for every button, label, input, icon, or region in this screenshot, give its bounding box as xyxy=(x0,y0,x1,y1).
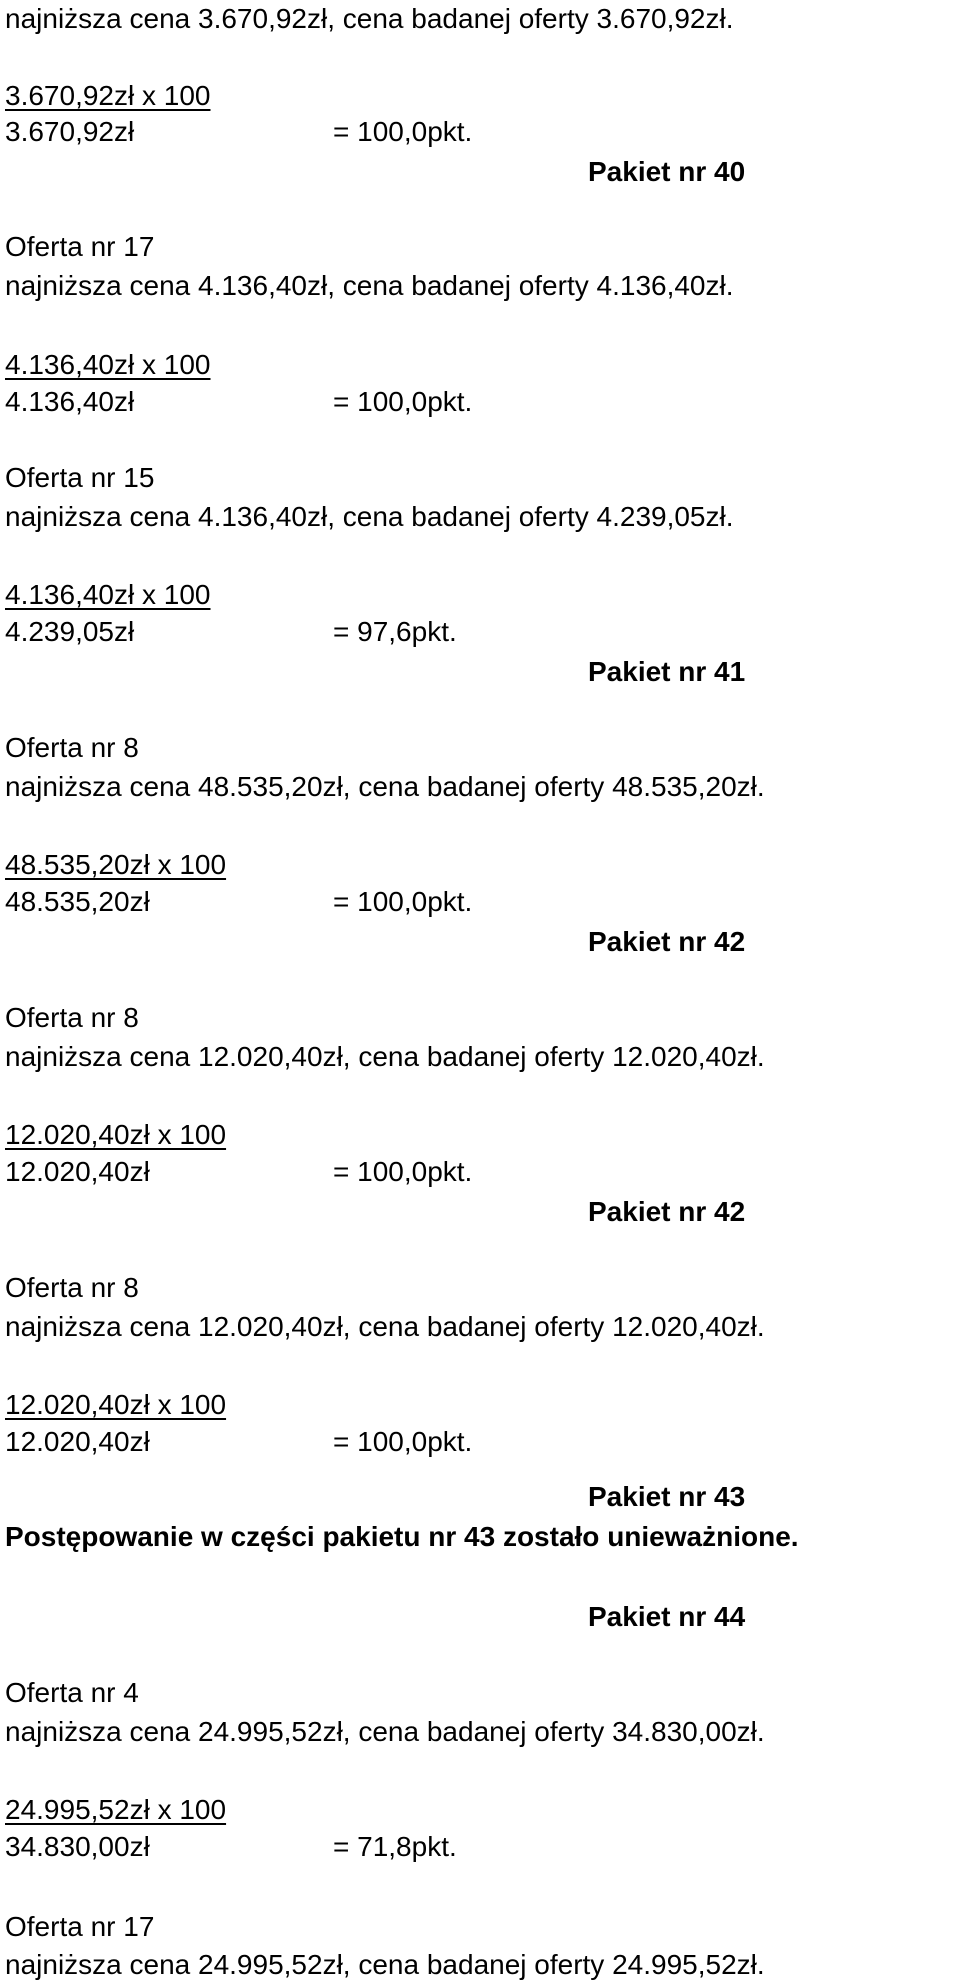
price-comparison-line: najniższa cena 3.670,92zł, cena badanej oferty 3.670,92zł. xyxy=(5,3,734,34)
formula-denominator: 12.020,40zł xyxy=(5,1426,150,1457)
package-heading: Pakiet nr 44 xyxy=(588,1601,746,1632)
offer-label: Oferta nr 17 xyxy=(5,1911,155,1942)
formula-denominator: 48.535,20zł xyxy=(5,886,150,917)
price-comparison-line: najniższa cena 4.136,40zł, cena badanej oferty 4.136,40zł. xyxy=(5,270,734,301)
package-heading: Pakiet nr 42 xyxy=(588,1196,746,1227)
formula-numerator: 4.136,40zł x 100 xyxy=(5,579,211,610)
formula-denominator: 4.239,05zł xyxy=(5,616,135,647)
price-comparison-line: najniższa cena 24.995,52zł, cena badanej oferty 34.830,00zł. xyxy=(5,1716,765,1747)
package-heading: Pakiet nr 41 xyxy=(588,656,746,687)
price-comparison-line: najniższa cena 48.535,20zł, cena badanej oferty 48.535,20zł. xyxy=(5,771,765,802)
price-comparison-line: najniższa cena 24.995,52zł, cena badanej oferty 24.995,52zł. xyxy=(5,1949,765,1980)
score-result: = 71,8pkt. xyxy=(333,1831,457,1862)
score-result: = 100,0pkt. xyxy=(333,1156,473,1187)
formula-numerator: 3.670,92zł x 100 xyxy=(5,80,211,111)
package-heading: Pakiet nr 43 xyxy=(588,1481,746,1512)
offer-label: Oferta nr 8 xyxy=(5,732,139,763)
formula-denominator: 3.670,92zł xyxy=(5,116,135,147)
offer-label: Oferta nr 17 xyxy=(5,231,155,262)
score-result: = 100,0pkt. xyxy=(333,1426,473,1457)
formula-denominator: 12.020,40zł xyxy=(5,1156,150,1187)
cancellation-notice: Postępowanie w części pakietu nr 43 zostało unieważnione. xyxy=(5,1521,799,1552)
price-comparison-line: najniższa cena 12.020,40zł, cena badanej oferty 12.020,40zł. xyxy=(5,1311,765,1342)
formula-denominator: 34.830,00zł xyxy=(5,1831,150,1862)
formula-numerator: 24.995,52zł x 100 xyxy=(5,1794,227,1825)
package-heading: Pakiet nr 42 xyxy=(588,926,746,957)
offer-label: Oferta nr 8 xyxy=(5,1002,139,1033)
formula-numerator: 48.535,20zł x 100 xyxy=(5,849,227,880)
package-heading: Pakiet nr 40 xyxy=(588,156,746,187)
score-result: = 100,0pkt. xyxy=(333,386,473,417)
formula-denominator: 4.136,40zł xyxy=(5,386,135,417)
price-comparison-line: najniższa cena 12.020,40zł, cena badanej oferty 12.020,40zł. xyxy=(5,1041,765,1072)
score-result: = 100,0pkt. xyxy=(333,886,473,917)
offer-label: Oferta nr 15 xyxy=(5,462,155,493)
score-result: = 97,6pkt. xyxy=(333,616,457,647)
score-result: = 100,0pkt. xyxy=(333,116,473,147)
formula-numerator: 4.136,40zł x 100 xyxy=(5,349,211,380)
offer-label: Oferta nr 8 xyxy=(5,1272,139,1303)
offer-label: Oferta nr 4 xyxy=(5,1677,139,1708)
price-comparison-line: najniższa cena 4.136,40zł, cena badanej oferty 4.239,05zł. xyxy=(5,501,734,532)
formula-numerator: 12.020,40zł x 100 xyxy=(5,1119,227,1150)
formula-numerator: 12.020,40zł x 100 xyxy=(5,1389,227,1420)
